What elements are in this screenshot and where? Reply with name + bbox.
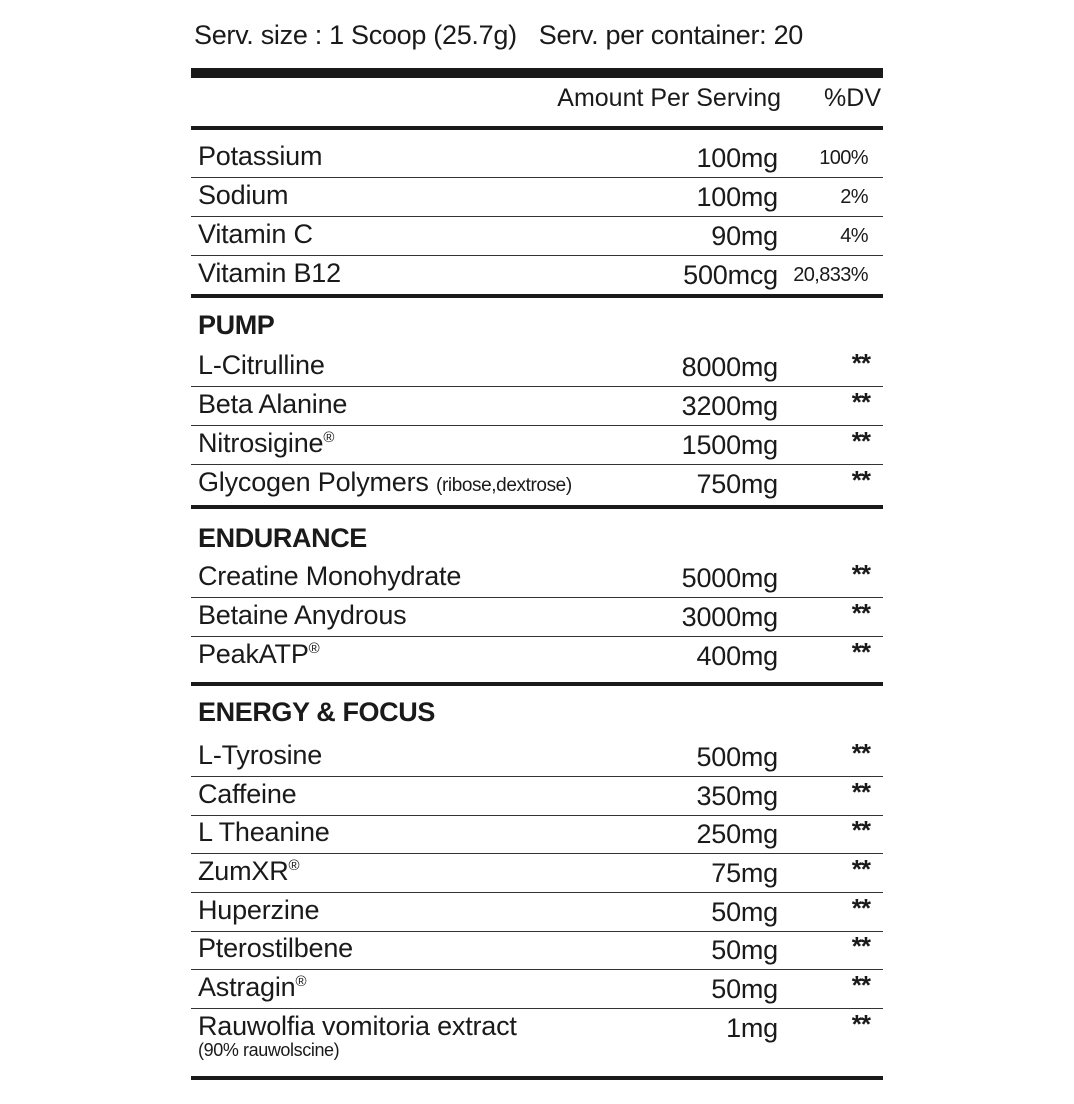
ingredient-name: Pterostilbene (198, 933, 353, 963)
ingredient-amount: 750mg (696, 469, 778, 499)
ingredient-amount: 500mg (696, 742, 778, 772)
nutrient-dv: 4% (840, 225, 868, 247)
ingredient-row-huperzine (191, 893, 883, 932)
ingredient-name: Betaine Anydrous (198, 600, 407, 630)
nutrient-dv: 20,833% (793, 264, 868, 286)
ingredient-row-pterostilbene (191, 931, 883, 970)
registered-mark: ® (323, 429, 335, 446)
nutrient-amount: 90mg (711, 221, 778, 251)
ingredient-dv: ** (851, 637, 870, 667)
section-title-pump: PUMP (198, 310, 275, 340)
ingredient-amount: 3200mg (681, 391, 778, 421)
ingredient-amount: 1mg (726, 1013, 778, 1043)
ingredient-name: PeakATP (198, 639, 309, 669)
daily-value-header: %DV (824, 84, 881, 112)
ingredient-name-wrap (198, 856, 299, 887)
nutrient-amount: 500mcg (683, 260, 778, 290)
ingredient-dv: ** (851, 815, 870, 845)
ingredient-dv: ** (851, 1009, 870, 1039)
ingredient-dv: ** (851, 387, 870, 417)
serving-info (194, 20, 803, 51)
ingredient-amount: 400mg (696, 641, 778, 671)
ingredient-row-nitrosigine (191, 426, 883, 465)
nutrient-row-vitamin-c (191, 217, 883, 256)
ingredient-row-l-citrulline (191, 348, 883, 387)
ingredient-amount: 3000mg (681, 602, 778, 632)
ingredient-dv: ** (851, 559, 870, 589)
ingredient-amount: 8000mg (681, 352, 778, 382)
ingredient-name: L Theanine (198, 817, 330, 847)
ingredient-row-creatine (191, 559, 883, 598)
registered-mark: ® (308, 640, 320, 657)
ingredient-name: Caffeine (198, 779, 297, 809)
ingredient-row-astragin (191, 970, 883, 1009)
nutrient-row-potassium (191, 139, 883, 178)
ingredient-name: ZumXR (198, 856, 289, 886)
nutrient-name: Vitamin C (198, 219, 313, 249)
ingredient-name: Huperzine (198, 895, 320, 925)
ingredient-dv: ** (851, 931, 870, 961)
section-title-endurance: ENDURANCE (198, 523, 367, 553)
ingredient-name: L-Citrulline (198, 350, 325, 380)
ingredient-amount: 50mg (711, 935, 778, 965)
supplement-facts-panel (191, 0, 883, 1104)
ingredient-dv: ** (851, 893, 870, 923)
ingredient-amount: 350mg (696, 781, 778, 811)
amount-per-serving-header: Amount Per Serving (557, 84, 781, 112)
top-divider (191, 68, 883, 78)
ingredient-dv: ** (851, 598, 870, 628)
ingredient-dv: ** (851, 426, 870, 456)
ingredient-row-zumxr (191, 854, 883, 893)
pump-divider (191, 505, 883, 509)
ingredient-dv: ** (851, 348, 870, 378)
ingredient-subtext: (ribose,dextrose) (436, 475, 572, 496)
ingredient-name-wrap (198, 639, 320, 670)
ingredient-name-wrap (198, 467, 572, 498)
ingredient-dv: ** (851, 854, 870, 884)
ingredient-row-l-theanine (191, 815, 883, 854)
ingredient-dv: ** (851, 465, 870, 495)
ingredient-name: Glycogen Polymers (198, 467, 429, 497)
ingredient-name: Creatine Monohydrate (198, 561, 462, 591)
ingredient-row-peakatp (191, 637, 883, 675)
registered-mark: ® (295, 973, 307, 990)
ingredient-row-beta-alanine (191, 387, 883, 426)
ingredient-amount: 5000mg (681, 563, 778, 593)
ingredient-dv: ** (851, 970, 870, 1000)
section-title-energy-focus: ENERGY & FOCUS (198, 697, 435, 727)
ingredient-name: Beta Alanine (198, 389, 348, 419)
endurance-divider (191, 682, 883, 686)
ingredient-row-glycogen-polymers (191, 465, 883, 503)
nutrient-row-vitamin-b12 (191, 256, 883, 294)
ingredient-row-l-tyrosine (191, 738, 883, 777)
nutrient-amount: 100mg (696, 143, 778, 173)
serving-size: Serv. size : 1 Scoop (25.7g) (194, 20, 517, 50)
ingredient-note: (90% rauwolscine) (198, 1040, 340, 1060)
ingredient-row-betaine (191, 598, 883, 637)
nutrient-name: Vitamin B12 (198, 258, 341, 288)
nutrient-name: Sodium (198, 180, 289, 210)
nutrient-dv: 2% (840, 186, 868, 208)
ingredient-name: L-Tyrosine (198, 740, 323, 770)
servings-per-container: Serv. per container: 20 (538, 20, 804, 50)
ingredient-amount: 250mg (696, 819, 778, 849)
ingredient-dv: ** (851, 777, 870, 807)
nutrient-amount: 100mg (696, 182, 778, 212)
ingredient-amount: 1500mg (681, 430, 778, 460)
nutrient-row-sodium (191, 178, 883, 217)
vitamins-divider (191, 294, 883, 298)
ingredient-name: Rauwolfia vomitoria extract (198, 1011, 517, 1041)
ingredient-row-caffeine (191, 777, 883, 816)
bottom-divider (191, 1076, 883, 1080)
ingredient-amount: 50mg (711, 974, 778, 1004)
nutrient-dv: 100% (819, 147, 868, 169)
registered-mark: ® (288, 857, 300, 874)
nutrient-name: Potassium (198, 141, 323, 171)
header-divider (191, 126, 883, 130)
ingredient-name-wrap (198, 972, 306, 1003)
ingredient-name-wrap (198, 428, 334, 459)
ingredient-dv: ** (851, 738, 870, 768)
ingredient-amount: 50mg (711, 897, 778, 927)
ingredient-name: Astragin (198, 972, 296, 1002)
ingredient-name: Nitrosigine (198, 428, 324, 458)
ingredient-amount: 75mg (711, 858, 778, 888)
